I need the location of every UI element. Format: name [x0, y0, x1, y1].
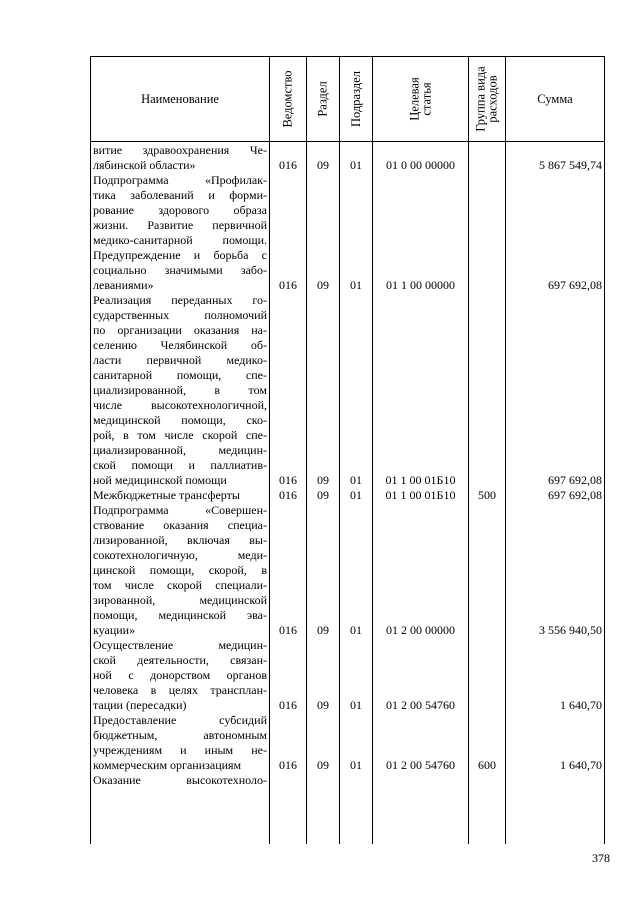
row-razdel: 09: [317, 488, 329, 502]
row-name-line: медицинской помощи, ско-: [93, 413, 267, 427]
row-podrazdel: 01: [350, 473, 362, 487]
row-vedomstvo: 016: [279, 473, 297, 487]
header-podrazdel-label: Подраздел: [349, 71, 363, 127]
row-name-line: Осуществление медицин-: [93, 638, 267, 652]
row-summa: 697 692,08: [548, 278, 602, 292]
table-row: [0, 638, 640, 713]
table-row: [0, 488, 640, 503]
row-name-line: Предоставление субсидий: [93, 713, 267, 727]
row-podrazdel: 01: [350, 623, 362, 637]
header-podrazdel: [340, 56, 372, 142]
row-name-line: Межбюджетные трансферты: [93, 488, 240, 502]
table-row: [0, 143, 640, 173]
row-name-line: Подпрограмма «Профилак-: [93, 173, 267, 187]
row-name-line: рой, в том числе скорой спе-: [93, 428, 267, 442]
row-name: [93, 488, 267, 503]
row-gruppa: 500: [478, 488, 496, 502]
row-name: [93, 713, 267, 773]
row-name-line: ной с донорством органов: [93, 668, 267, 682]
header-vedomstvo-label: Ведомство: [281, 70, 295, 128]
header-vedomstvo: [270, 56, 306, 142]
row-name-line: лябинской области»: [93, 158, 196, 172]
row-name-line: ской деятельности, связан-: [93, 653, 267, 667]
row-name-line: рование здорового образа: [93, 203, 267, 217]
table-row: [0, 173, 640, 293]
header-razdel-label: Раздел: [316, 81, 331, 117]
row-name-line: лизированной, включая вы-: [93, 533, 267, 547]
row-name-line: по организации оказания на-: [93, 323, 267, 337]
row-summa: 1 640,70: [560, 758, 602, 772]
row-celevaya: 01 1 00 00000: [386, 278, 455, 292]
row-razdel: 09: [317, 158, 329, 172]
row-name-line: Предупреждение и борьба с: [93, 248, 267, 262]
header-celevaya-label: [409, 77, 433, 120]
row-name-line: тика заболеваний и форми-: [93, 188, 267, 202]
header-summa-label: Сумма: [537, 91, 573, 106]
header-name-label: Наименование: [141, 91, 219, 106]
row-name-line: помощи, медицинской эва-: [93, 608, 267, 622]
row-name-line: сударственных полномочий: [93, 308, 267, 322]
row-razdel: 09: [317, 758, 329, 772]
row-name-line: тации (пересадки): [93, 698, 187, 712]
row-name: [93, 293, 267, 488]
row-name-line: ной медицинской помощи: [93, 473, 227, 487]
header-gruppa-label: [475, 66, 499, 131]
row-gruppa: 600: [478, 758, 496, 772]
row-name: [93, 173, 267, 293]
row-name-line: Подпрограмма «Совершен-: [93, 503, 267, 517]
row-vedomstvo: 016: [279, 758, 297, 772]
row-name-line: селению Челябинской об-: [93, 338, 267, 352]
row-celevaya: 01 2 00 00000: [386, 623, 455, 637]
row-name-line: жизни. Развитие первичной: [93, 218, 267, 232]
row-celevaya: 01 1 00 01Б10: [385, 473, 456, 487]
row-name-line: леваниями»: [93, 278, 154, 292]
row-summa: 3 556 940,50: [539, 623, 602, 637]
row-name-line: Реализация переданных го-: [93, 293, 267, 307]
row-name-line: коммерческим организациям: [93, 758, 242, 772]
header-gruppa-line2: расходов: [486, 75, 501, 123]
table-row: [0, 503, 640, 638]
row-name-line: человека в целях трансплан-: [93, 683, 267, 697]
table-row: [0, 713, 640, 773]
row-podrazdel: 01: [350, 278, 362, 292]
row-name-line: ствование оказания специа-: [93, 518, 267, 532]
row-razdel: 09: [317, 473, 329, 487]
row-summa: 5 867 549,74: [539, 158, 602, 172]
row-name-line: бюджетным, автономным: [93, 728, 267, 742]
row-name-line: том числе скорой специали-: [93, 578, 267, 592]
row-vedomstvo: 016: [279, 488, 297, 502]
row-celevaya: 01 2 00 54760: [386, 758, 455, 772]
row-name-line: зированной, медицинской: [93, 593, 267, 607]
row-podrazdel: 01: [350, 698, 362, 712]
header-celevaya-line2: статья: [419, 82, 434, 116]
row-name-line: ской помощи и паллиатив-: [93, 458, 267, 472]
header-celevaya: [373, 56, 468, 142]
row-name: [93, 143, 267, 173]
row-name: [93, 503, 267, 638]
row-vedomstvo: 016: [279, 278, 297, 292]
table-row: [0, 773, 640, 788]
row-summa: 1 640,70: [560, 698, 602, 712]
header-celevaya-line1: Целевая: [407, 77, 422, 121]
table-row: [0, 293, 640, 488]
row-name: [93, 773, 267, 788]
row-name-line: цинской помощи, скорой, в: [93, 563, 267, 577]
row-name-line: циализированной, в том: [93, 383, 267, 397]
header-name: [91, 56, 269, 142]
row-name-line: витие здравоохранения Че-: [93, 143, 267, 157]
row-razdel: 09: [317, 698, 329, 712]
row-celevaya: 01 1 00 01Б10: [385, 488, 456, 502]
header-summa: [506, 56, 604, 142]
row-podrazdel: 01: [350, 488, 362, 502]
row-name-line: числе высокотехнологичной,: [93, 398, 267, 412]
header-gruppa-line1: Группа вида: [474, 66, 489, 132]
row-name-line: санитарной помощи, спе-: [93, 368, 267, 382]
row-name-line: учреждениям и иным не-: [93, 743, 267, 757]
row-name-line: сокотехнологичную, меди-: [93, 548, 267, 562]
row-summa: 697 692,08: [548, 488, 602, 502]
row-name-line: социально значимыми забо-: [93, 263, 267, 277]
page-number: 378: [592, 851, 610, 865]
row-vedomstvo: 016: [279, 158, 297, 172]
header-razdel: [307, 56, 339, 142]
row-name: [93, 638, 267, 713]
row-summa: 697 692,08: [548, 473, 602, 487]
row-celevaya: 01 0 00 00000: [386, 158, 455, 172]
row-name-line: куации»: [93, 623, 136, 637]
row-name-line: циализированной, медицин-: [93, 443, 267, 457]
row-name-line: медико-санитарной помощи.: [93, 233, 267, 247]
row-name-line: ласти первичной медико-: [93, 353, 267, 367]
row-razdel: 09: [317, 623, 329, 637]
row-celevaya: 01 2 00 54760: [386, 698, 455, 712]
row-podrazdel: 01: [350, 758, 362, 772]
header-gruppa: [469, 56, 505, 142]
row-razdel: 09: [317, 278, 329, 292]
row-name-line: Оказание высокотехноло-: [93, 773, 267, 787]
row-podrazdel: 01: [350, 158, 362, 172]
row-vedomstvo: 016: [279, 623, 297, 637]
row-vedomstvo: 016: [279, 698, 297, 712]
